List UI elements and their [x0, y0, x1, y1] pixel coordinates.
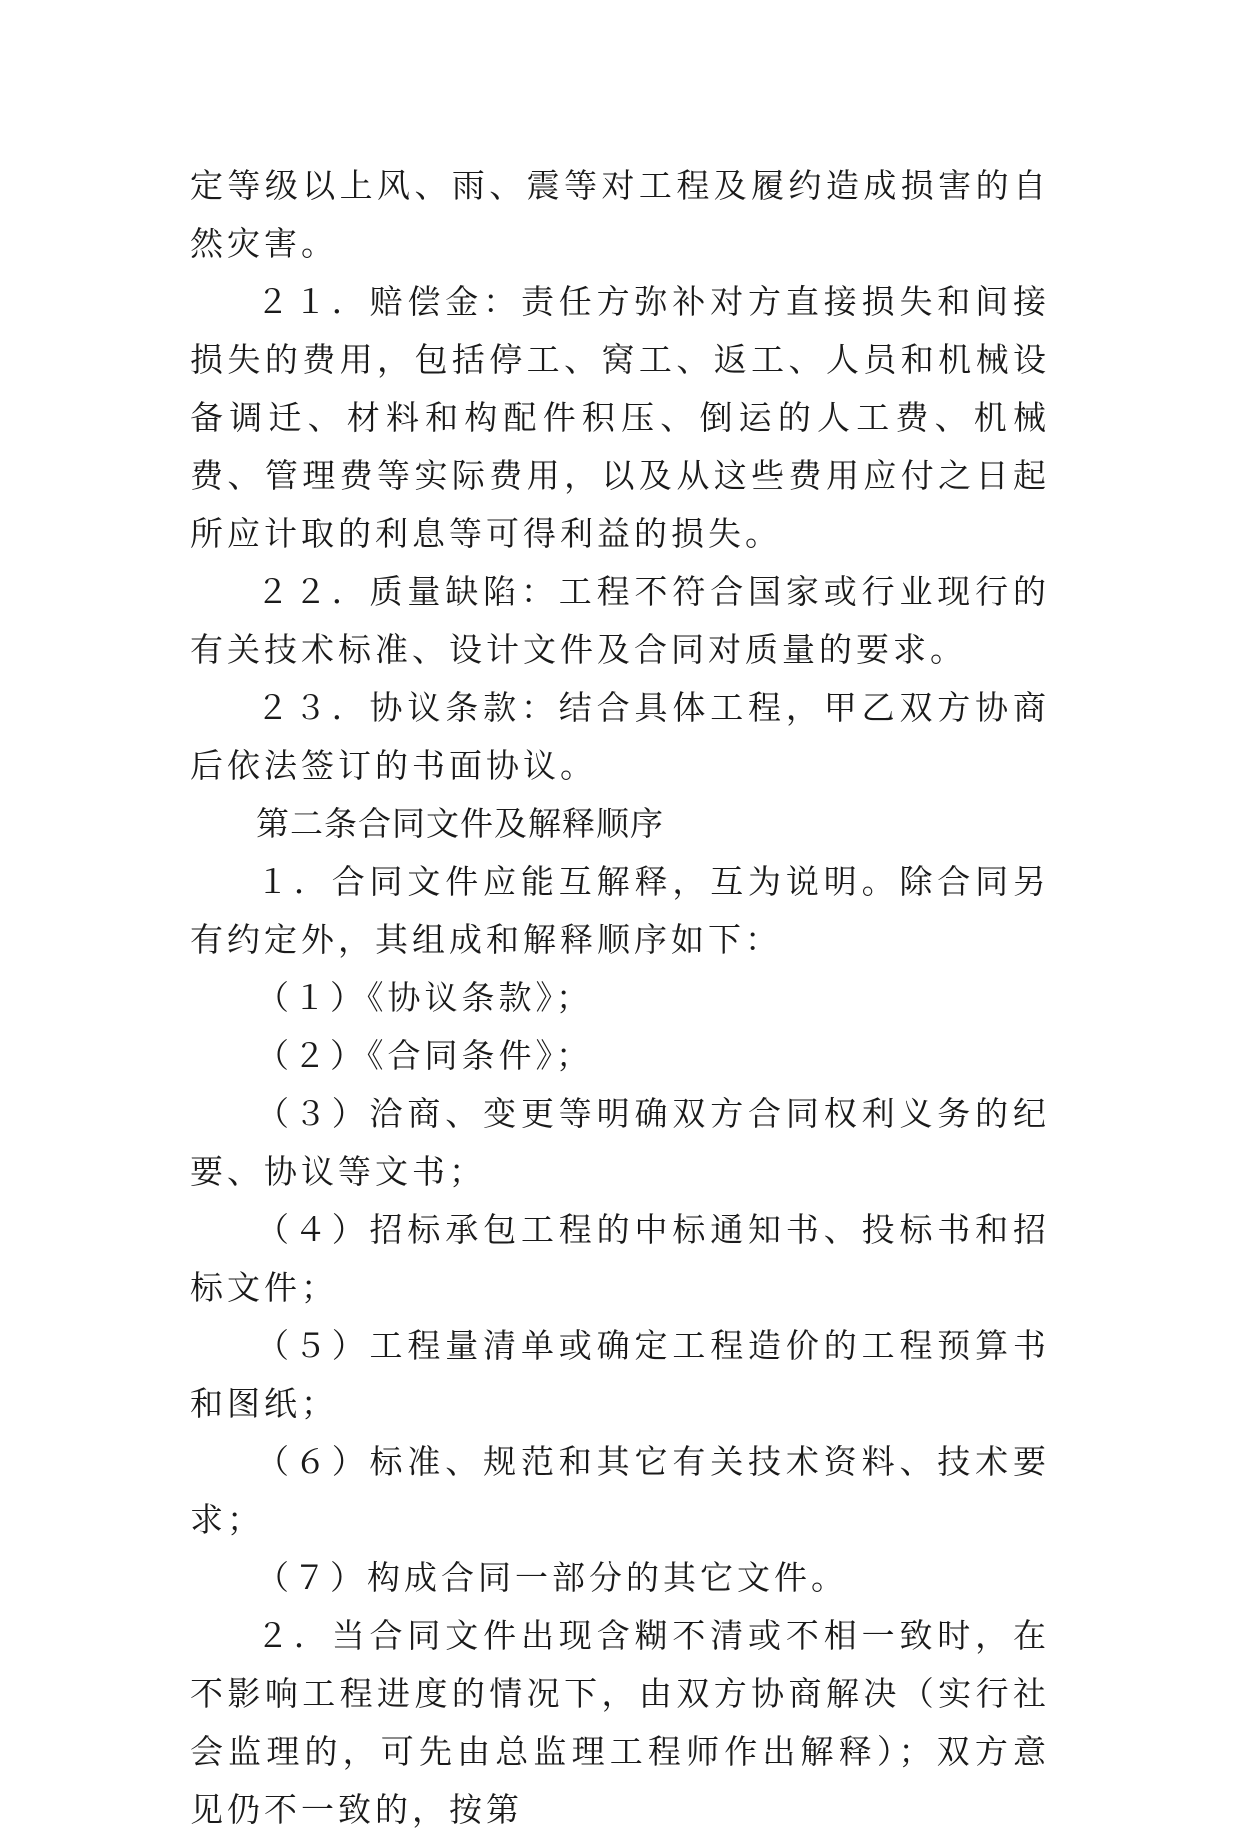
order-item-1: （１）《协议条款》；	[256, 978, 593, 1017]
order-item-6: （６）标准、规范和其它有关技术资料、技术要求；	[190, 1442, 1050, 1539]
order-item-2: （２）《合同条件》；	[256, 1036, 593, 1075]
paragraph-continuation: 定等级以上风、雨、震等对工程及履约造成损害的自然灾害。	[190, 166, 1050, 263]
order-item-3: （３）洽商、变更等明确双方合同权利义务的纪要、协议等文书；	[190, 1094, 1050, 1191]
clause-21-compensation: ２１．赔偿金：责任方弥补对方直接损失和间接损失的费用，包括停工、窝工、返工、人员和机械设备调迁、材料和构配件积压、倒运的人工费、机械费、管理费等实际费用，以及从这些费用应付之日起所应计取的利息等可得利益的损失。	[190, 282, 1050, 553]
article-2-heading: 第二条合同文件及解释顺序	[256, 804, 664, 843]
article-2-item-1: １．合同文件应能互解释，互为说明。除合同另有约定外，其组成和解释顺序如下：	[190, 862, 1050, 959]
order-item-5: （５）工程量清单或确定工程造价的工程预算书和图纸；	[190, 1326, 1050, 1423]
clause-22-quality-defect: ２２．质量缺陷：工程不符合国家或行业现行的有关技术标准、设计文件及合同对质量的要求。	[190, 572, 1050, 669]
document-body	[190, 157, 1050, 1839]
article-2-item-2: ２．当合同文件出现含糊不清或不相一致时，在不影响工程进度的情况下，由双方协商解决（实行社会监理的，可先由总监理工程师作出解释）；双方意见仍不一致的，按第	[190, 1616, 1050, 1829]
order-item-4: （４）招标承包工程的中标通知书、投标书和招标文件；	[190, 1210, 1050, 1307]
clause-23-agreement-terms: ２３．协议条款：结合具体工程，甲乙双方协商后依法签订的书面协议。	[190, 688, 1050, 785]
order-item-7: （７）构成合同一部分的其它文件。	[256, 1558, 848, 1597]
